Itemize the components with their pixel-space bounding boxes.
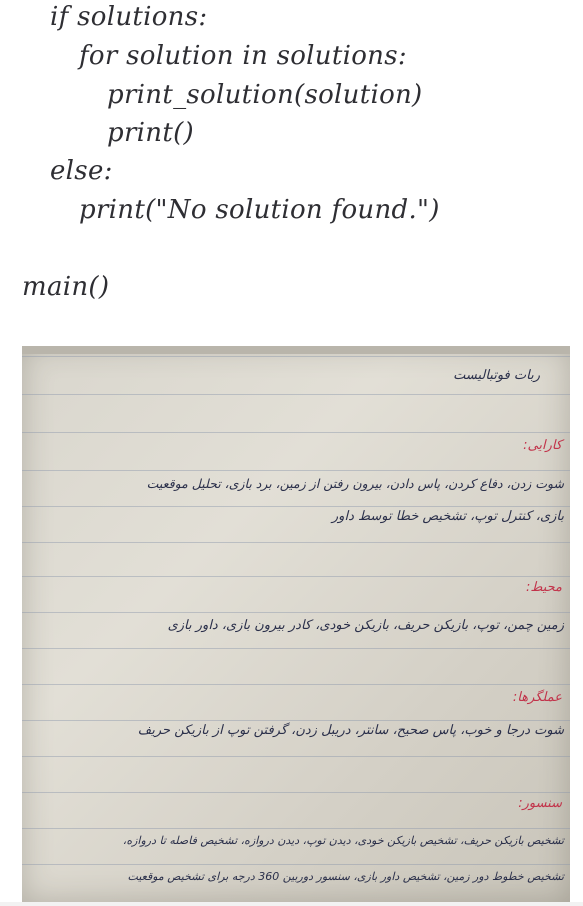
notebook-rule — [22, 684, 570, 685]
note-line: بازی، کنترل توپ، تشخیص خطا توسط داور — [331, 509, 564, 524]
code-line: main() — [22, 272, 110, 302]
section-heading-sensors: سنسور: — [518, 796, 562, 811]
notebook-rule — [22, 542, 570, 543]
notebook-rule — [22, 612, 570, 613]
note-line: تشخیص بازیکن حریف، تشخیص بازیکن خودی، دیدن توپ، دیدن دروازه، تشخیص فاصله تا دروازه، — [122, 834, 564, 847]
notebook-rule — [22, 394, 570, 395]
note-title: ربات فوتبالیست — [453, 368, 540, 383]
photo-edge — [22, 346, 570, 354]
notebook-rule — [22, 864, 570, 865]
section-heading-capabilities: کارایی: — [523, 438, 562, 453]
notebook-rule — [22, 792, 570, 793]
notebook-rule — [22, 506, 570, 507]
note-line: شوت زدن، دفاع کردن، پاس دادن، بیرون رفتن از زمین، برد بازی، تحلیل موقعیت — [146, 476, 564, 491]
note-line: تشخیص خطوط دور زمین، تشخیص داور بازی، سنسور دوربین 360 درجه برای تشخیص موقعیت — [127, 870, 564, 883]
section-heading-actuators: عملگرها: — [512, 690, 562, 705]
section-heading-environment: محیط: — [526, 580, 562, 595]
notebook-rule — [22, 756, 570, 757]
notebook-rule — [22, 648, 570, 649]
code-line: else: — [50, 156, 113, 186]
code-line: for solution in solutions: — [79, 41, 407, 71]
notebook-rule — [22, 356, 570, 357]
bottom-edge — [0, 902, 583, 906]
code-line: if solutions: — [50, 2, 208, 32]
notebook-rule — [22, 828, 570, 829]
notebook-rule — [22, 720, 570, 721]
notebook-rule — [22, 470, 570, 471]
note-line: زمین چمن، توپ، بازیکن حریف، بازیکن خودی، کادر بیرون بازی، داور بازی — [167, 618, 564, 633]
note-line: شوت درجا و خوب، پاس صحیح، سانتر، دریبل زدن، گرفتن توپ از بازیکن حریف — [137, 723, 564, 738]
code-line: print("No solution found.") — [79, 195, 440, 225]
code-line: print_solution(solution) — [107, 80, 423, 110]
notebook-rule — [22, 576, 570, 577]
code-snippet — [0, 0, 583, 340]
notebook-rule — [22, 432, 570, 433]
notebook-photo — [22, 346, 570, 902]
code-line: print() — [107, 118, 194, 148]
